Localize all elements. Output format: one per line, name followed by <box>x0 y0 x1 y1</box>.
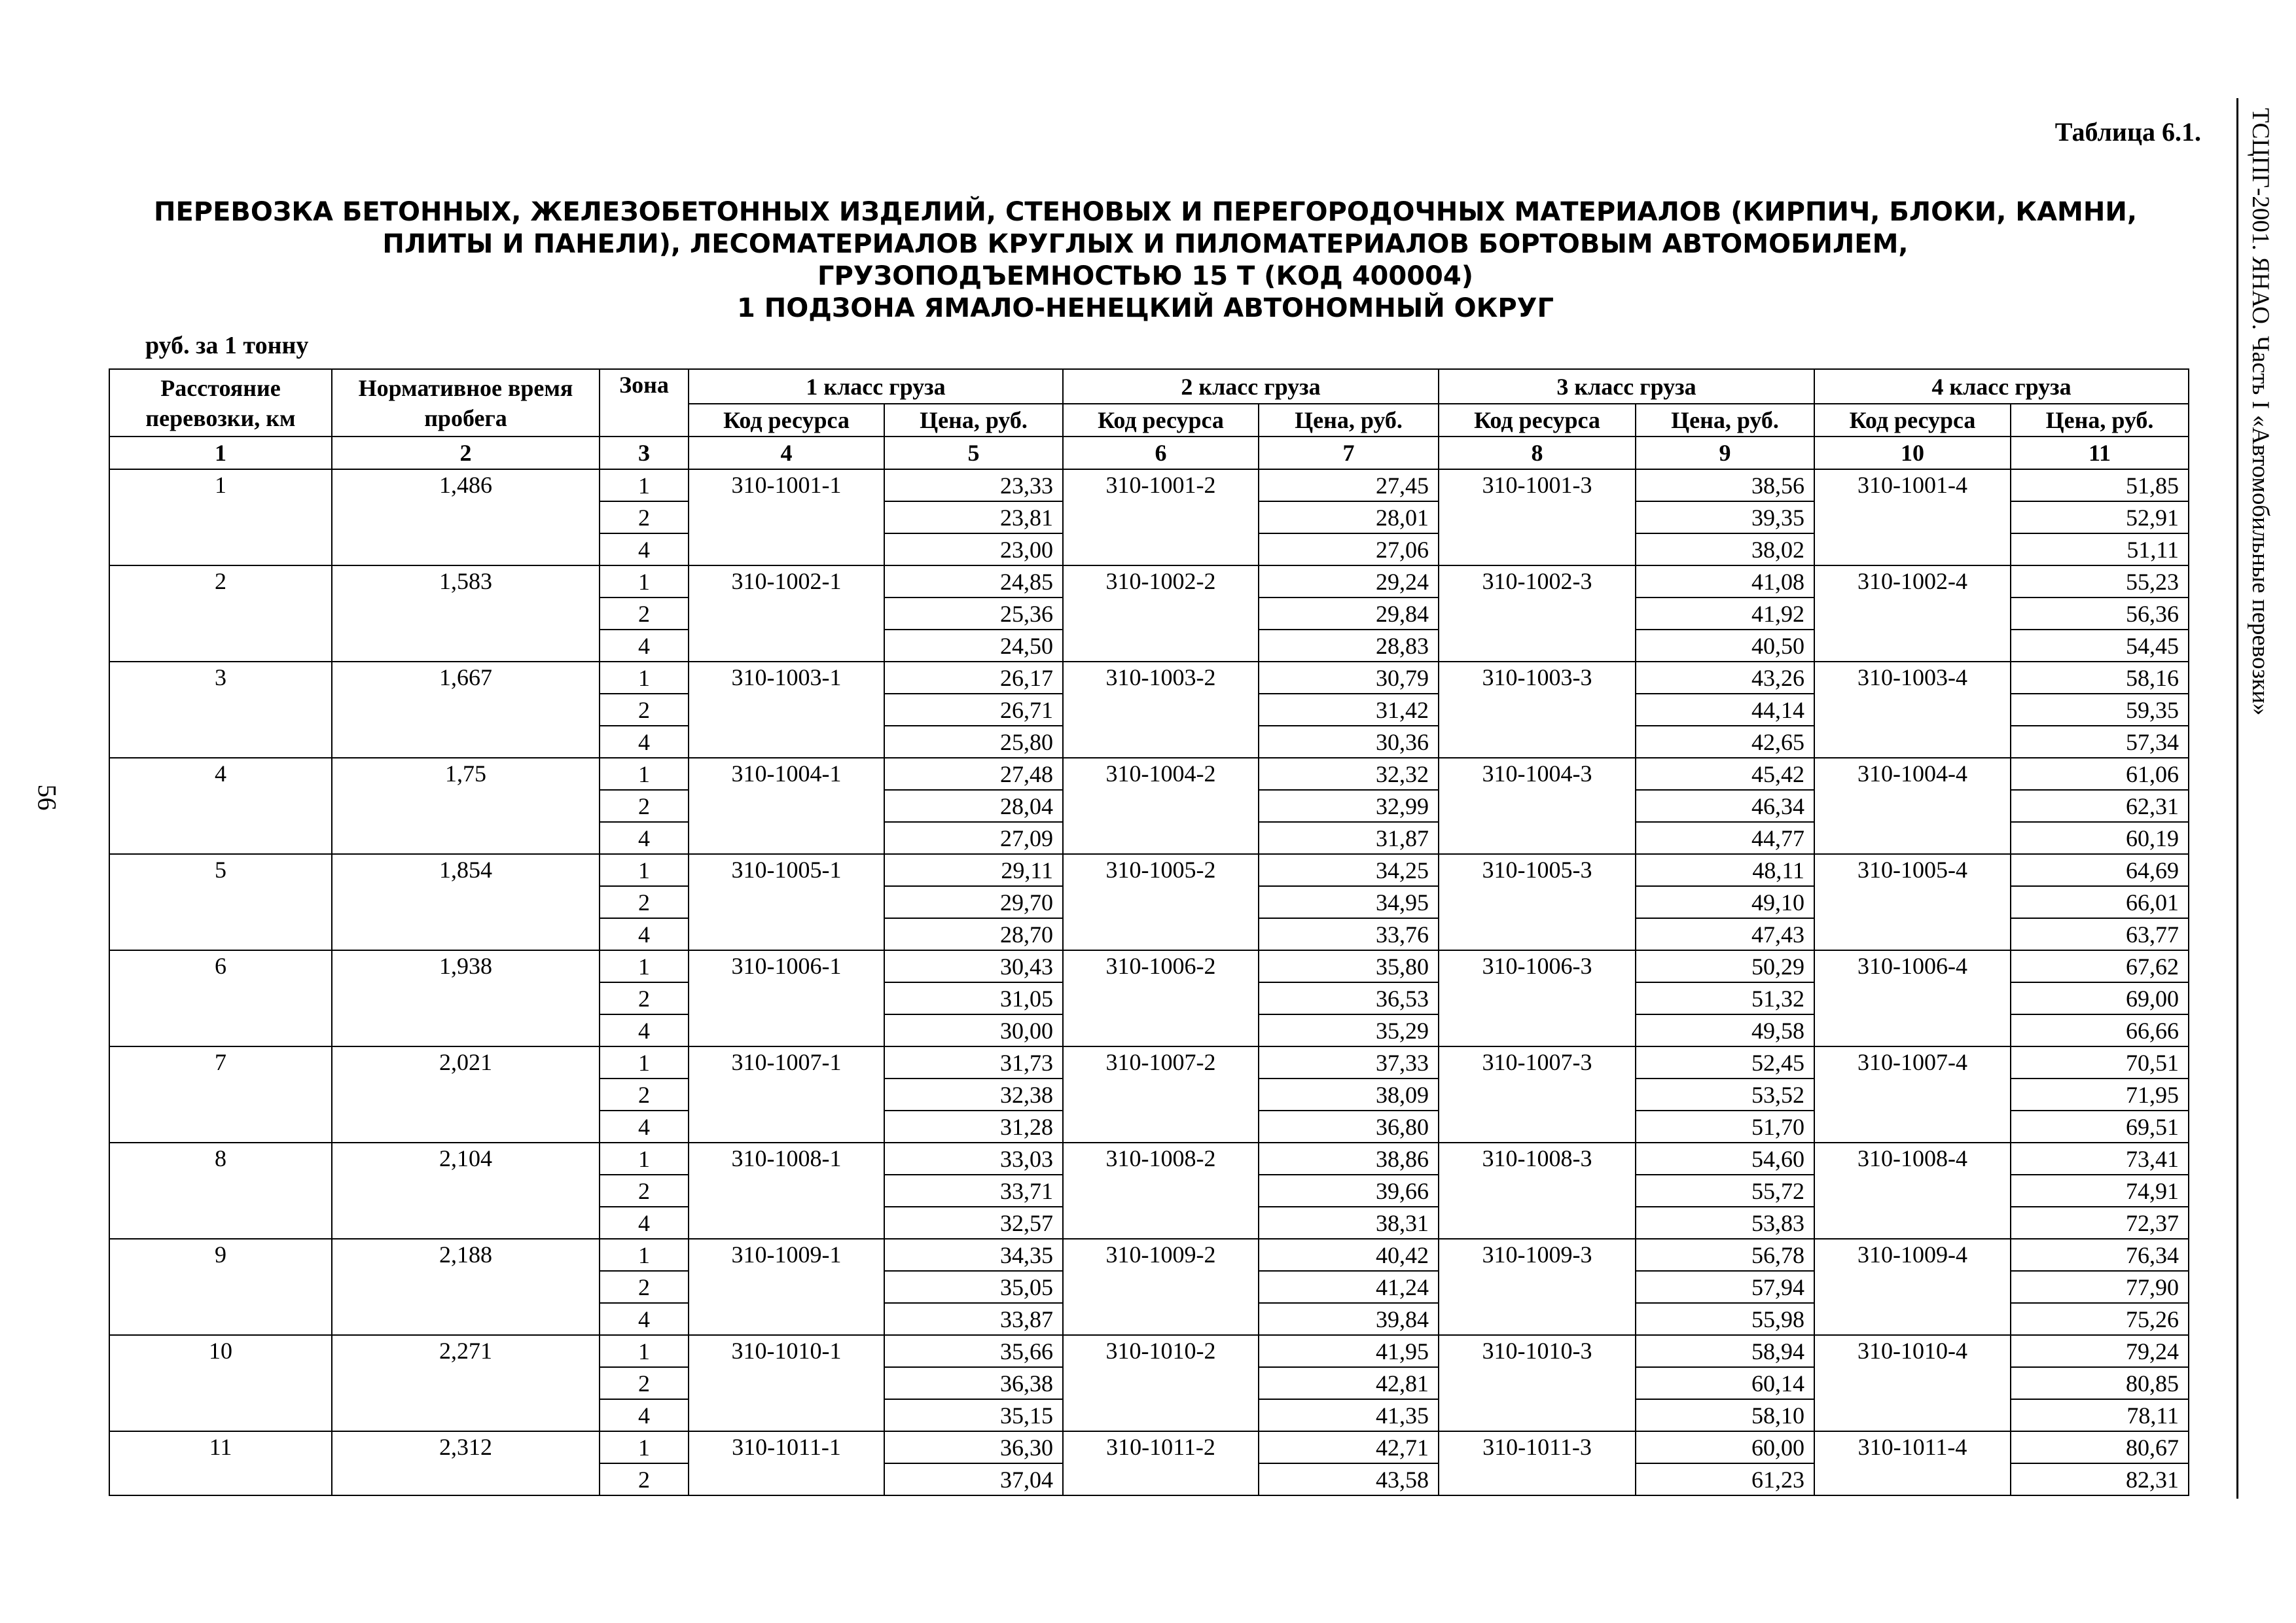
price-cell: 31,42 <box>1259 694 1439 726</box>
zone-cell: 2 <box>600 694 689 726</box>
price-cell: 39,84 <box>1259 1303 1439 1335</box>
document-title <box>105 196 2186 325</box>
price-cell: 28,01 <box>1259 501 1439 533</box>
price-cell: 38,02 <box>1636 533 1814 565</box>
price-cell: 40,50 <box>1636 630 1814 662</box>
price-cell: 51,11 <box>2011 533 2189 565</box>
price-cell: 43,58 <box>1259 1463 1439 1495</box>
resource-code-cell: 310-1011-4 <box>1814 1431 2011 1495</box>
resource-code-cell: 310-1009-2 <box>1063 1239 1259 1335</box>
header-price: Цена, руб. <box>1636 404 1814 437</box>
time-cell: 2,021 <box>332 1046 600 1143</box>
distance-cell: 6 <box>109 950 332 1046</box>
resource-code-cell: 310-1008-3 <box>1439 1143 1636 1239</box>
price-cell: 41,35 <box>1259 1399 1439 1431</box>
price-cell: 82,31 <box>2011 1463 2189 1495</box>
price-cell: 36,80 <box>1259 1111 1439 1143</box>
price-cell: 58,94 <box>1636 1335 1814 1367</box>
price-cell: 51,70 <box>1636 1111 1814 1143</box>
price-cell: 60,19 <box>2011 822 2189 854</box>
price-cell: 64,69 <box>2011 854 2189 886</box>
price-cell: 38,31 <box>1259 1207 1439 1239</box>
table-row <box>109 1143 2189 1175</box>
price-cell: 55,72 <box>1636 1175 1814 1207</box>
table-number-label: Таблица 6.1. <box>2054 117 2201 147</box>
price-cell: 40,42 <box>1259 1239 1439 1271</box>
resource-code-cell: 310-1010-4 <box>1814 1335 2011 1431</box>
price-cell: 35,15 <box>884 1399 1063 1431</box>
price-cell: 78,11 <box>2011 1399 2189 1431</box>
title-line: ГРУЗОПОДЪЕМНОСТЬЮ 15 Т (КОД 400004) <box>817 261 1473 291</box>
price-cell: 36,38 <box>884 1367 1063 1399</box>
resource-code-cell: 310-1001-3 <box>1439 469 1636 565</box>
zone-cell: 2 <box>600 886 689 918</box>
resource-code-cell: 310-1003-2 <box>1063 662 1259 758</box>
price-cell: 25,36 <box>884 597 1063 630</box>
price-cell: 66,01 <box>2011 886 2189 918</box>
resource-code-cell: 310-1007-1 <box>689 1046 884 1143</box>
title-line: 1 ПОДЗОНА ЯМАЛО-НЕНЕЦКИЙ АВТОНОМНЫЙ ОКРУГ <box>736 293 1554 323</box>
price-cell: 34,25 <box>1259 854 1439 886</box>
price-cell: 36,30 <box>884 1431 1063 1463</box>
price-cell: 34,95 <box>1259 886 1439 918</box>
price-cell: 69,51 <box>2011 1111 2189 1143</box>
time-cell: 1,938 <box>332 950 600 1046</box>
price-cell: 60,14 <box>1636 1367 1814 1399</box>
time-cell: 1,583 <box>332 565 600 662</box>
zone-cell: 2 <box>600 1463 689 1495</box>
zone-cell: 1 <box>600 662 689 694</box>
resource-code-cell: 310-1007-2 <box>1063 1046 1259 1143</box>
price-cell: 35,05 <box>884 1271 1063 1303</box>
zone-cell: 1 <box>600 854 689 886</box>
resource-code-cell: 310-1007-3 <box>1439 1046 1636 1143</box>
price-cell: 44,14 <box>1636 694 1814 726</box>
price-cell: 80,85 <box>2011 1367 2189 1399</box>
price-cell: 37,33 <box>1259 1046 1439 1079</box>
zone-cell: 4 <box>600 1111 689 1143</box>
price-cell: 27,06 <box>1259 533 1439 565</box>
price-cell: 43,26 <box>1636 662 1814 694</box>
page-number: 56 <box>32 784 62 811</box>
resource-code-cell: 310-1005-1 <box>689 854 884 950</box>
price-cell: 44,77 <box>1636 822 1814 854</box>
header-class-4: 4 класс груза <box>1814 369 2189 404</box>
price-cell: 60,00 <box>1636 1431 1814 1463</box>
price-cell: 33,71 <box>884 1175 1063 1207</box>
price-cell: 28,83 <box>1259 630 1439 662</box>
price-cell: 71,95 <box>2011 1079 2189 1111</box>
price-cell: 41,95 <box>1259 1335 1439 1367</box>
zone-cell: 4 <box>600 822 689 854</box>
zone-cell: 1 <box>600 1143 689 1175</box>
price-cell: 61,06 <box>2011 758 2189 790</box>
zone-cell: 1 <box>600 565 689 597</box>
table-row <box>109 758 2189 790</box>
table-row <box>109 1335 2189 1367</box>
price-cell: 32,57 <box>884 1207 1063 1239</box>
unit-label: руб. за 1 тонну <box>145 332 309 359</box>
price-cell: 58,16 <box>2011 662 2189 694</box>
price-cell: 28,70 <box>884 918 1063 950</box>
time-cell: 2,188 <box>332 1239 600 1335</box>
price-cell: 54,60 <box>1636 1143 1814 1175</box>
price-cell: 72,37 <box>2011 1207 2189 1239</box>
zone-cell: 4 <box>600 918 689 950</box>
price-table <box>109 368 2189 1496</box>
resource-code-cell: 310-1006-4 <box>1814 950 2011 1046</box>
distance-cell: 4 <box>109 758 332 854</box>
price-cell: 38,86 <box>1259 1143 1439 1175</box>
zone-cell: 2 <box>600 501 689 533</box>
zone-cell: 1 <box>600 950 689 982</box>
header-price: Цена, руб. <box>2011 404 2189 437</box>
header-class-1: 1 класс груза <box>689 369 1063 404</box>
price-cell: 79,24 <box>2011 1335 2189 1367</box>
resource-code-cell: 310-1010-1 <box>689 1335 884 1431</box>
resource-code-cell: 310-1006-1 <box>689 950 884 1046</box>
zone-cell: 4 <box>600 1303 689 1335</box>
resource-code-cell: 310-1004-1 <box>689 758 884 854</box>
price-cell: 32,38 <box>884 1079 1063 1111</box>
price-cell: 41,92 <box>1636 597 1814 630</box>
distance-cell: 5 <box>109 854 332 950</box>
column-number: 8 <box>1439 437 1636 469</box>
distance-cell: 7 <box>109 1046 332 1143</box>
price-cell: 51,32 <box>1636 982 1814 1014</box>
resource-code-cell: 310-1011-3 <box>1439 1431 1636 1495</box>
price-cell: 31,87 <box>1259 822 1439 854</box>
resource-code-cell: 310-1005-3 <box>1439 854 1636 950</box>
price-cell: 25,80 <box>884 726 1063 758</box>
time-cell: 1,667 <box>332 662 600 758</box>
resource-code-cell: 310-1004-4 <box>1814 758 2011 854</box>
column-number: 6 <box>1063 437 1259 469</box>
table-row <box>109 469 2189 501</box>
zone-cell: 4 <box>600 630 689 662</box>
price-cell: 53,83 <box>1636 1207 1814 1239</box>
price-cell: 28,04 <box>884 790 1063 822</box>
distance-cell: 10 <box>109 1335 332 1431</box>
zone-cell: 1 <box>600 1046 689 1079</box>
price-cell: 24,85 <box>884 565 1063 597</box>
header-time: Нормативное время пробега <box>332 369 600 437</box>
price-cell: 42,71 <box>1259 1431 1439 1463</box>
price-cell: 31,73 <box>884 1046 1063 1079</box>
resource-code-cell: 310-1009-4 <box>1814 1239 2011 1335</box>
column-number: 4 <box>689 437 884 469</box>
resource-code-cell: 310-1009-1 <box>689 1239 884 1335</box>
price-cell: 30,79 <box>1259 662 1439 694</box>
resource-code-cell: 310-1003-1 <box>689 662 884 758</box>
price-cell: 32,99 <box>1259 790 1439 822</box>
price-cell: 30,43 <box>884 950 1063 982</box>
table-row <box>109 1239 2189 1271</box>
resource-code-cell: 310-1010-2 <box>1063 1335 1259 1431</box>
price-cell: 23,33 <box>884 469 1063 501</box>
side-running-header: ТСЦПГ-2001. ЯНАО. Часть I «Автомобильные перевозки» <box>2247 108 2274 716</box>
time-cell: 1,854 <box>332 854 600 950</box>
price-cell: 35,66 <box>884 1335 1063 1367</box>
price-cell: 42,81 <box>1259 1367 1439 1399</box>
price-cell: 24,50 <box>884 630 1063 662</box>
resource-code-cell: 310-1002-2 <box>1063 565 1259 662</box>
price-cell: 33,03 <box>884 1143 1063 1175</box>
price-cell: 31,28 <box>884 1111 1063 1143</box>
price-cell: 66,66 <box>2011 1014 2189 1046</box>
resource-code-cell: 310-1001-2 <box>1063 469 1259 565</box>
resource-code-cell: 310-1011-1 <box>689 1431 884 1495</box>
table-row <box>109 950 2189 982</box>
price-cell: 29,84 <box>1259 597 1439 630</box>
price-cell: 55,23 <box>2011 565 2189 597</box>
table-row <box>109 1431 2189 1463</box>
zone-cell: 2 <box>600 1175 689 1207</box>
price-cell: 38,56 <box>1636 469 1814 501</box>
price-cell: 69,00 <box>2011 982 2189 1014</box>
price-cell: 29,24 <box>1259 565 1439 597</box>
price-cell: 29,70 <box>884 886 1063 918</box>
zone-cell: 4 <box>600 726 689 758</box>
header-class-2: 2 класс груза <box>1063 369 1439 404</box>
zone-cell: 4 <box>600 1014 689 1046</box>
price-cell: 30,00 <box>884 1014 1063 1046</box>
header-price: Цена, руб. <box>884 404 1063 437</box>
price-cell: 61,23 <box>1636 1463 1814 1495</box>
price-cell: 77,90 <box>2011 1271 2189 1303</box>
price-cell: 26,17 <box>884 662 1063 694</box>
resource-code-cell: 310-1003-3 <box>1439 662 1636 758</box>
price-cell: 33,76 <box>1259 918 1439 950</box>
resource-code-cell: 310-1003-4 <box>1814 662 2011 758</box>
price-cell: 37,04 <box>884 1463 1063 1495</box>
header-code: Код ресурса <box>1439 404 1636 437</box>
title-line: ПЕРЕВОЗКА БЕТОННЫХ, ЖЕЛЕЗОБЕТОННЫХ ИЗДЕЛИЙ, СТЕНОВЫХ И ПЕРЕГОРОДОЧНЫХ МАТЕРИАЛОВ (КИРПИЧ, БЛОКИ, КАМНИ, <box>153 197 2138 227</box>
column-number: 1 <box>109 437 332 469</box>
zone-cell: 2 <box>600 1367 689 1399</box>
price-cell: 26,71 <box>884 694 1063 726</box>
time-cell: 2,312 <box>332 1431 600 1495</box>
price-cell: 49,58 <box>1636 1014 1814 1046</box>
table-row <box>109 854 2189 886</box>
zone-cell: 2 <box>600 1079 689 1111</box>
zone-cell: 1 <box>600 1239 689 1271</box>
distance-cell: 8 <box>109 1143 332 1239</box>
price-cell: 38,09 <box>1259 1079 1439 1111</box>
resource-code-cell: 310-1004-3 <box>1439 758 1636 854</box>
header-code: Код ресурса <box>1814 404 2011 437</box>
price-cell: 49,10 <box>1636 886 1814 918</box>
price-cell: 73,41 <box>2011 1143 2189 1175</box>
column-number: 9 <box>1636 437 1814 469</box>
price-cell: 23,81 <box>884 501 1063 533</box>
header-code: Код ресурса <box>1063 404 1259 437</box>
resource-code-cell: 310-1011-2 <box>1063 1431 1259 1495</box>
price-cell: 34,35 <box>884 1239 1063 1271</box>
price-cell: 75,26 <box>2011 1303 2189 1335</box>
resource-code-cell: 310-1001-1 <box>689 469 884 565</box>
header-class-3: 3 класс груза <box>1439 369 1814 404</box>
price-cell: 31,05 <box>884 982 1063 1014</box>
price-cell: 27,45 <box>1259 469 1439 501</box>
resource-code-cell: 310-1002-4 <box>1814 565 2011 662</box>
resource-code-cell: 310-1006-2 <box>1063 950 1259 1046</box>
price-cell: 42,65 <box>1636 726 1814 758</box>
zone-cell: 4 <box>600 1207 689 1239</box>
resource-code-cell: 310-1007-4 <box>1814 1046 2011 1143</box>
distance-cell: 2 <box>109 565 332 662</box>
distance-cell: 9 <box>109 1239 332 1335</box>
time-cell: 1,75 <box>332 758 600 854</box>
price-cell: 80,67 <box>2011 1431 2189 1463</box>
price-cell: 50,29 <box>1636 950 1814 982</box>
price-cell: 54,45 <box>2011 630 2189 662</box>
price-cell: 29,11 <box>884 854 1063 886</box>
price-cell: 70,51 <box>2011 1046 2189 1079</box>
price-cell: 57,94 <box>1636 1271 1814 1303</box>
column-number: 11 <box>2011 437 2189 469</box>
price-cell: 55,98 <box>1636 1303 1814 1335</box>
distance-cell: 3 <box>109 662 332 758</box>
price-cell: 62,31 <box>2011 790 2189 822</box>
price-cell: 57,34 <box>2011 726 2189 758</box>
table-row <box>109 1046 2189 1079</box>
table-row <box>109 565 2189 597</box>
resource-code-cell: 310-1001-4 <box>1814 469 2011 565</box>
price-cell: 45,42 <box>1636 758 1814 790</box>
price-cell: 56,36 <box>2011 597 2189 630</box>
price-cell: 59,35 <box>2011 694 2189 726</box>
resource-code-cell: 310-1002-1 <box>689 565 884 662</box>
column-number: 5 <box>884 437 1063 469</box>
resource-code-cell: 310-1010-3 <box>1439 1335 1636 1431</box>
price-cell: 56,78 <box>1636 1239 1814 1271</box>
price-cell: 52,45 <box>1636 1046 1814 1079</box>
header-distance: Расстояние перевозки, км <box>109 369 332 437</box>
resource-code-cell: 310-1005-2 <box>1063 854 1259 950</box>
time-cell: 1,486 <box>332 469 600 565</box>
price-cell: 63,77 <box>2011 918 2189 950</box>
price-cell: 48,11 <box>1636 854 1814 886</box>
zone-cell: 4 <box>600 1399 689 1431</box>
price-cell: 27,09 <box>884 822 1063 854</box>
title-line: ПЛИТЫ И ПАНЕЛИ), ЛЕСОМАТЕРИАЛОВ КРУГЛЫХ И ПИЛОМАТЕРИАЛОВ БОРТОВЫМ АВТОМОБИЛЕМ, <box>382 229 1909 259</box>
price-cell: 32,32 <box>1259 758 1439 790</box>
price-cell: 23,00 <box>884 533 1063 565</box>
price-cell: 52,91 <box>2011 501 2189 533</box>
sidebar-rule <box>2236 98 2238 1499</box>
resource-code-cell: 310-1002-3 <box>1439 565 1636 662</box>
price-cell: 33,87 <box>884 1303 1063 1335</box>
zone-cell: 1 <box>600 1335 689 1367</box>
price-cell: 36,53 <box>1259 982 1439 1014</box>
price-cell: 41,24 <box>1259 1271 1439 1303</box>
resource-code-cell: 310-1005-4 <box>1814 854 2011 950</box>
resource-code-cell: 310-1008-1 <box>689 1143 884 1239</box>
price-cell: 74,91 <box>2011 1175 2189 1207</box>
price-cell: 58,10 <box>1636 1399 1814 1431</box>
time-cell: 2,104 <box>332 1143 600 1239</box>
price-cell: 35,80 <box>1259 950 1439 982</box>
resource-code-cell: 310-1008-2 <box>1063 1143 1259 1239</box>
resource-code-cell: 310-1006-3 <box>1439 950 1636 1046</box>
column-number: 2 <box>332 437 600 469</box>
resource-code-cell: 310-1008-4 <box>1814 1143 2011 1239</box>
zone-cell: 2 <box>600 790 689 822</box>
price-cell: 51,85 <box>2011 469 2189 501</box>
price-cell: 76,34 <box>2011 1239 2189 1271</box>
price-cell: 39,35 <box>1636 501 1814 533</box>
column-number: 3 <box>600 437 689 469</box>
zone-cell: 4 <box>600 533 689 565</box>
distance-cell: 1 <box>109 469 332 565</box>
price-cell: 27,48 <box>884 758 1063 790</box>
distance-cell: 11 <box>109 1431 332 1495</box>
header-zone: Зона <box>600 369 689 437</box>
price-cell: 53,52 <box>1636 1079 1814 1111</box>
resource-code-cell: 310-1009-3 <box>1439 1239 1636 1335</box>
table-row <box>109 662 2189 694</box>
price-cell: 35,29 <box>1259 1014 1439 1046</box>
price-cell: 46,34 <box>1636 790 1814 822</box>
time-cell: 2,271 <box>332 1335 600 1431</box>
column-number: 7 <box>1259 437 1439 469</box>
zone-cell: 2 <box>600 982 689 1014</box>
zone-cell: 1 <box>600 1431 689 1463</box>
zone-cell: 1 <box>600 469 689 501</box>
header-code: Код ресурса <box>689 404 884 437</box>
zone-cell: 1 <box>600 758 689 790</box>
price-cell: 47,43 <box>1636 918 1814 950</box>
header-price: Цена, руб. <box>1259 404 1439 437</box>
column-number: 10 <box>1814 437 2011 469</box>
price-cell: 39,66 <box>1259 1175 1439 1207</box>
zone-cell: 2 <box>600 1271 689 1303</box>
table-body <box>109 469 2189 1495</box>
zone-cell: 2 <box>600 597 689 630</box>
resource-code-cell: 310-1004-2 <box>1063 758 1259 854</box>
price-cell: 41,08 <box>1636 565 1814 597</box>
price-cell: 30,36 <box>1259 726 1439 758</box>
price-cell: 67,62 <box>2011 950 2189 982</box>
